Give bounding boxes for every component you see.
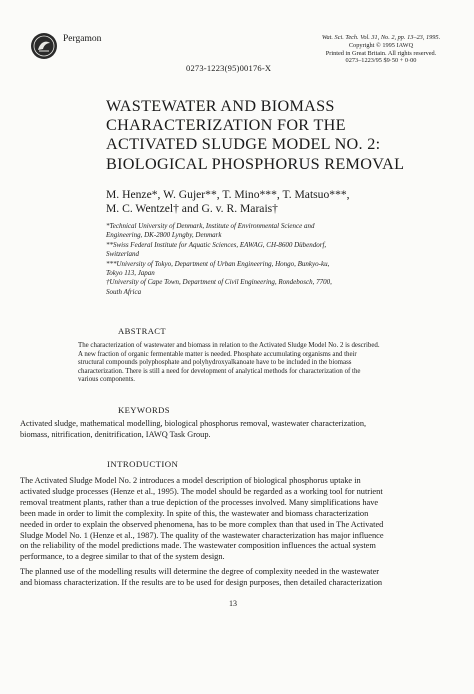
paragraph-line: removal treatment plants, rather than a true depiction of the processes involved. Many simplifications have xyxy=(20,497,379,507)
abstract-line: structural compounds polyphosphate and polyhydroxyalkanoate have to be included in the biomass xyxy=(78,359,352,367)
paragraph-line: needed in order to explain the observed phenomena, has to be more complex than that used in The Activated xyxy=(20,519,384,529)
abstract-line: various components. xyxy=(78,376,136,384)
title-line: BIOLOGICAL PHOSPHORUS REMOVAL xyxy=(106,154,405,173)
keywords-line: Activated sludge, mathematical modelling, biological phosphorus removal, wastewater characterization, xyxy=(20,419,367,428)
paper-title xyxy=(106,97,426,174)
copyright-line: Copyright © 1995 IAWQ xyxy=(348,41,414,49)
title-line: ACTIVATED SLUDGE MODEL NO. 2: xyxy=(106,135,381,154)
keywords-body xyxy=(20,419,460,441)
paragraph-line: on the reliability of the model predictions made. The wastewater composition influences the actual system xyxy=(20,541,376,551)
publisher-name: Pergamon xyxy=(63,34,102,44)
author-line: M. C. Wentzel† and G. v. R. Marais† xyxy=(106,202,278,216)
keywords-line: biomass, nitrification, denitrification, IAWQ Task Group. xyxy=(20,429,211,439)
article-ref-code: 0273-1223(95)00176-X xyxy=(186,63,272,73)
author-line: M. Henze*, W. Gujer**, T. Mino***, T. Matsuo***, xyxy=(106,188,350,201)
paragraph-line: activated sludge processes (Henze et al., 1995). The model should be regarded as a working tool for nutrient xyxy=(20,486,383,496)
affiliation-line: Switzerland xyxy=(106,250,140,259)
affiliation-line: South Africa xyxy=(106,287,142,296)
affiliation-line: Tokyo 113, Japan xyxy=(106,269,155,278)
affiliations xyxy=(106,222,426,297)
paragraph-line: and biomass characterization. If the results are to be used for design purposes, then detailed characterization xyxy=(20,577,383,587)
paragraph-line: The Activated Sludge Model No. 2 introduces a model description of biological phosphorus uptake in xyxy=(20,476,361,485)
affiliation-line: †University of Cape Town, Department of Civil Engineering, Rondebosch, 7700, xyxy=(106,278,332,287)
price-line: 0273–1223/95 $9·50 + 0·00 xyxy=(345,57,417,65)
printed-line: Printed in Great Britain. All rights reserved. xyxy=(325,49,437,57)
abstract-line: characterization. There is still a need for development of analytical methods for characterization of the xyxy=(78,367,361,375)
author-list xyxy=(106,188,426,217)
paragraph-line: Sludge Model No. 1 (Henze et al., 1987). The quality of the wastewater characterization has major influence xyxy=(20,530,384,540)
journal-line: Wat. Sci. Tech. Vol. 31, No. 2, pp. 13–23, 1995. xyxy=(321,34,441,41)
page-number: 13 xyxy=(229,599,237,608)
affiliation-line: ***University of Tokyo, Department of Urban Engineering, Hongo, Bunkyo-ku, xyxy=(106,259,330,268)
paragraph-line: been made in order to limit the complexity. In spite of this, the wastewater and biomass characterization xyxy=(20,508,369,518)
affiliation-line: *Technical University of Denmark, Institute of Environmental Science and xyxy=(106,222,315,230)
abstract-body xyxy=(78,342,408,385)
affiliation-line: **Swiss Federal Institute for Aquatic Sciences, EAWAG, CH-8600 Dübendorf, xyxy=(106,240,327,249)
paragraph-line: performance, to a degree similar to that of the system design. xyxy=(20,552,225,562)
title-line: WASTEWATER AND BIOMASS xyxy=(106,97,335,115)
pergamon-logo xyxy=(30,32,58,60)
abstract-line: A new fraction of organic fermentable matter is needed. Phosphate accumulating organisms and their xyxy=(78,350,357,358)
introduction-paragraph-1 xyxy=(20,476,460,563)
abstract-line: The characterization of wastewater and biomass in relation to the Activated Sludge Model No. 2 is described. xyxy=(78,342,380,349)
introduction-heading: INTRODUCTION xyxy=(107,459,179,469)
abstract-heading: ABSTRACT xyxy=(118,326,167,336)
publication-info xyxy=(306,34,456,65)
keywords-heading: KEYWORDS xyxy=(118,405,170,415)
title-line: CHARACTERIZATION FOR THE xyxy=(106,116,346,135)
affiliation-line: Engineering, DK-2800 Lyngby, Denmark xyxy=(106,231,222,240)
introduction-paragraph-2 xyxy=(20,567,460,589)
paragraph-line: The planned use of the modelling results will determine the degree of complexity needed in the wastewater xyxy=(20,567,380,576)
